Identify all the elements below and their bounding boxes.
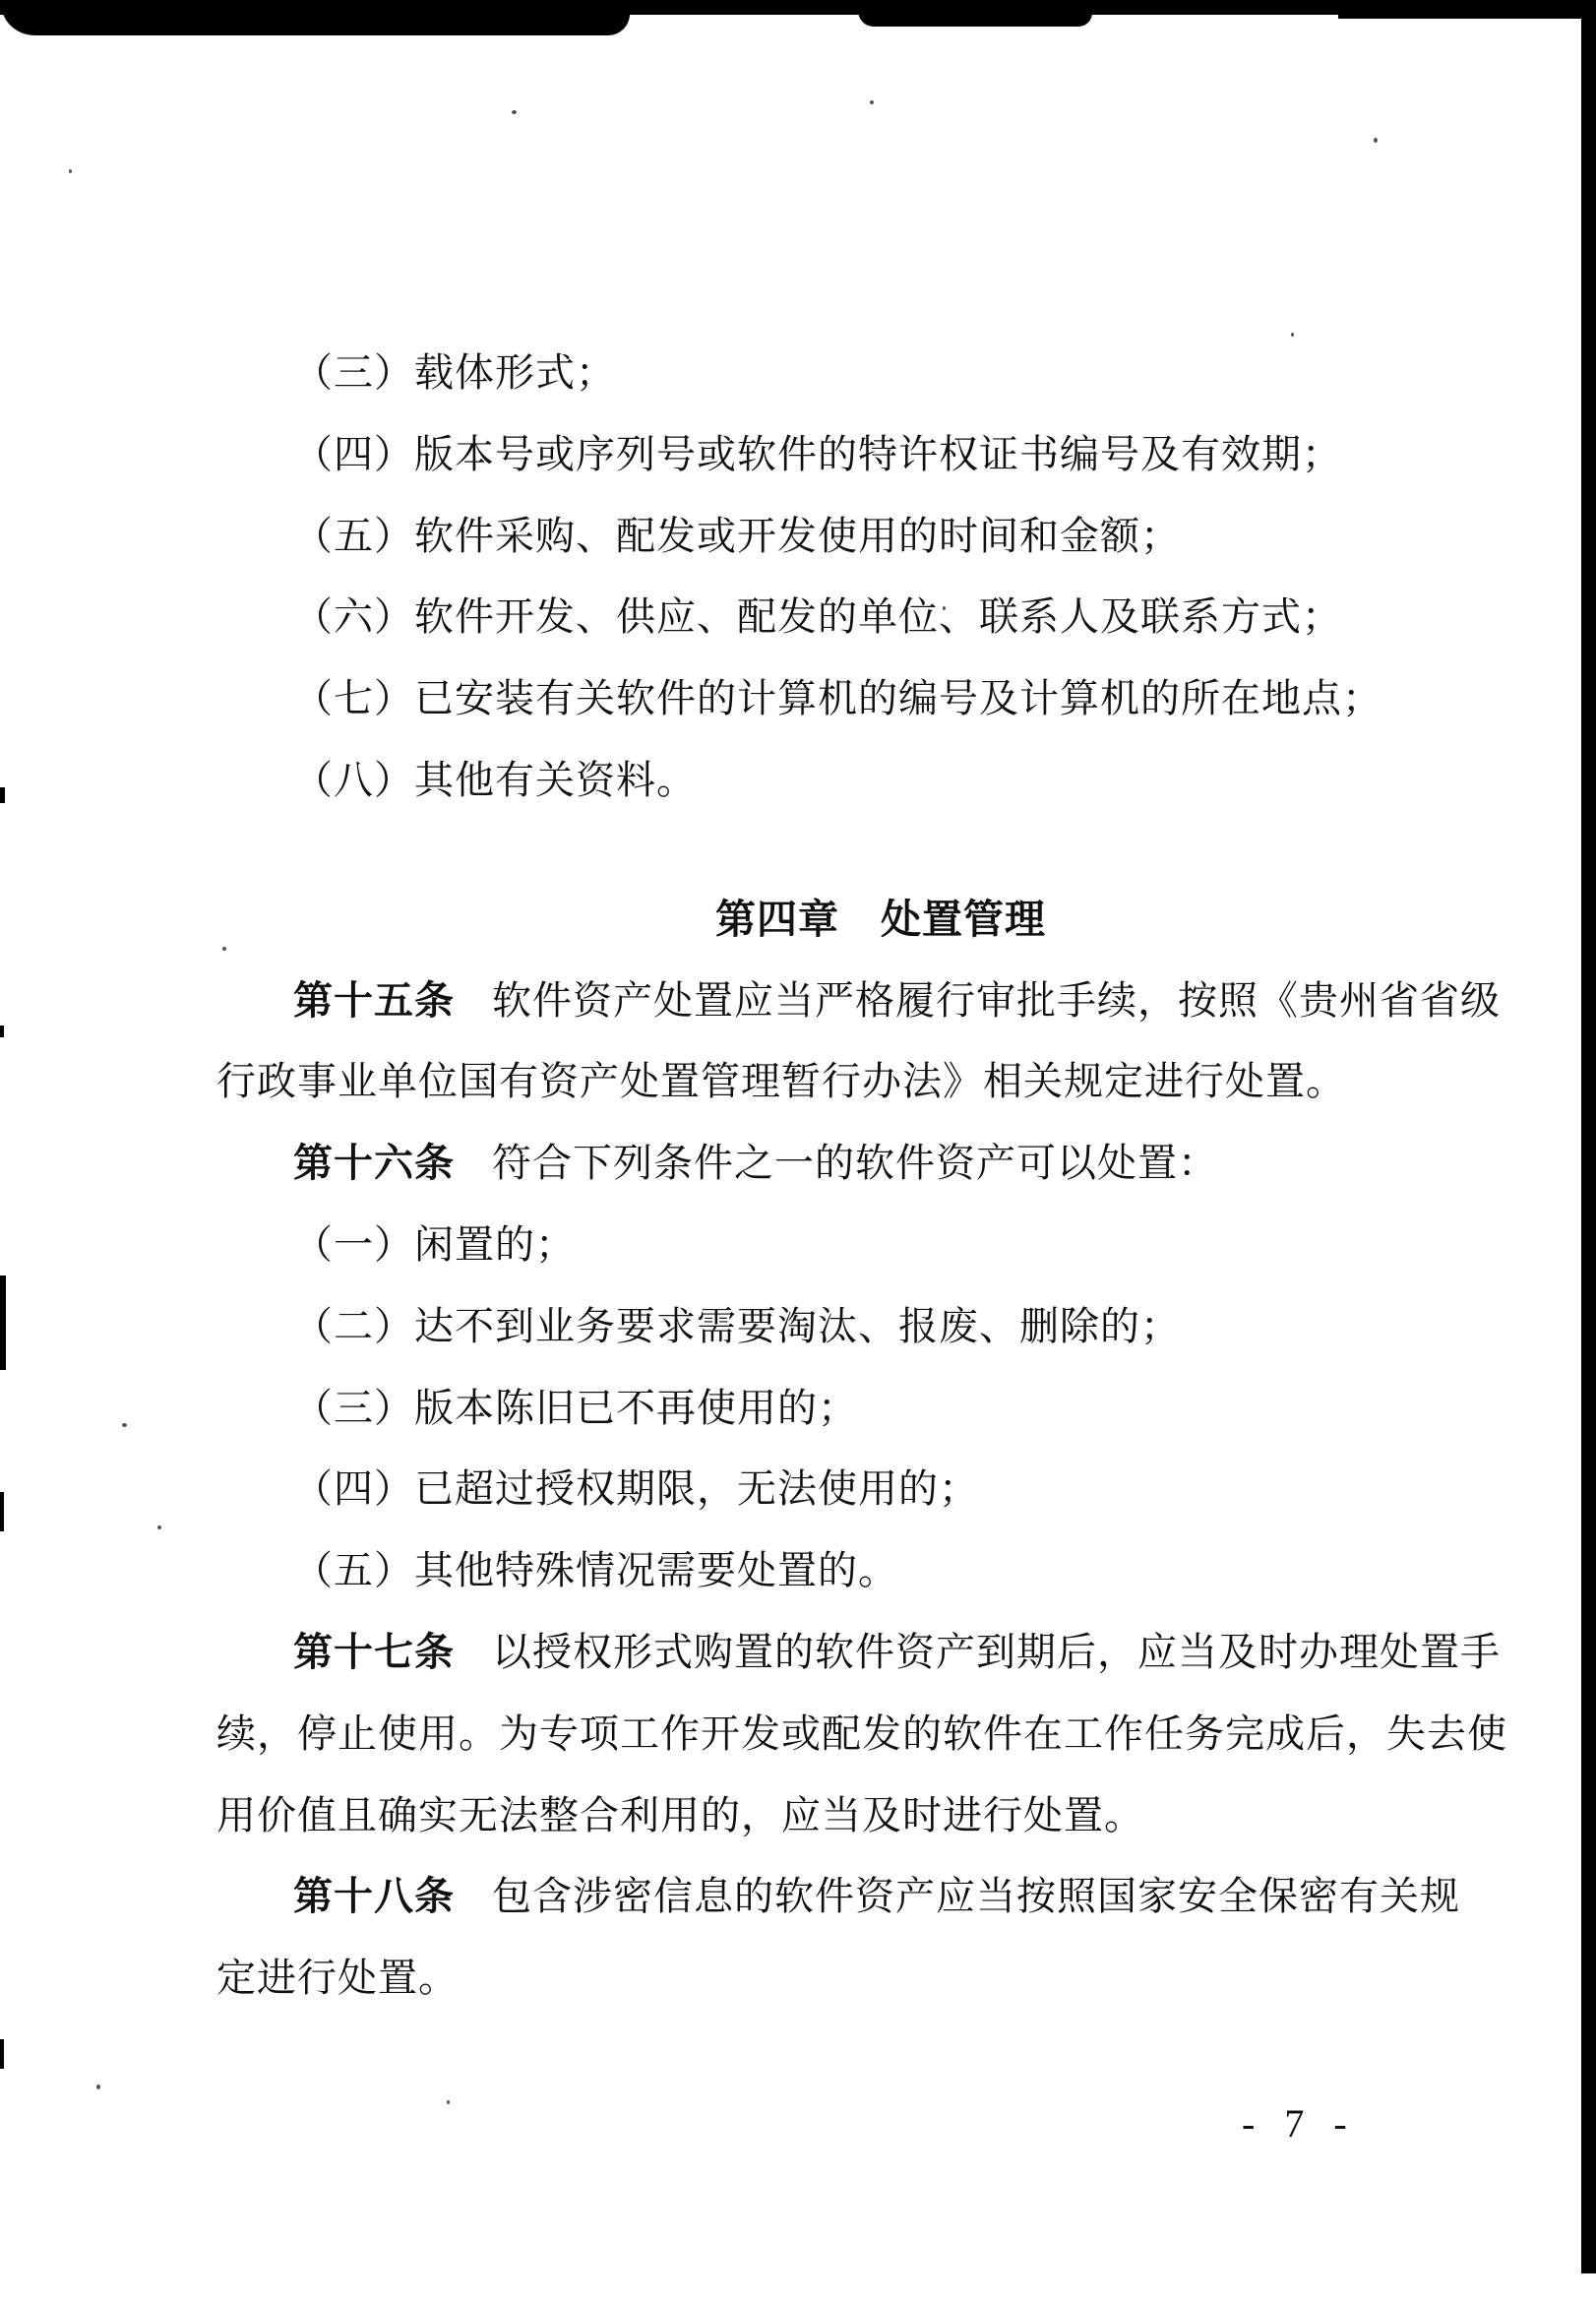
list-item-7: （七）已安装有关软件的计算机的编号及计算机的所在地点； bbox=[293, 676, 1382, 721]
scan-artifact-left-mark bbox=[0, 1026, 4, 1037]
scan-artifact-top-right-blob bbox=[1338, 0, 1596, 19]
article-15-number: 第十五条 bbox=[293, 977, 455, 1023]
article-18-line-1 bbox=[216, 1856, 1545, 1938]
list-item-3b: （三）版本陈旧已不再使用的； bbox=[293, 1385, 858, 1430]
scan-artifact-left-mark bbox=[0, 1492, 4, 1531]
list-item-4b: （四）已超过授权期限，无法使用的； bbox=[293, 1466, 979, 1512]
chapter-title: 处置管理 bbox=[881, 896, 1046, 942]
article-16-text: 符合下列条件之一的软件资产可以处置： bbox=[492, 1141, 1218, 1186]
list-item-6: （六）软件开发、供应、配发的单位、联系人及联系方式； bbox=[293, 594, 1342, 640]
scan-speck bbox=[447, 2100, 450, 2104]
scan-speck bbox=[96, 2084, 100, 2089]
scan-artifact-left-mark bbox=[0, 1275, 6, 1370]
article-17-number: 第十七条 bbox=[293, 1629, 455, 1674]
list-item-8: （八）其他有关资料。 bbox=[293, 757, 697, 802]
scan-speck bbox=[870, 100, 874, 104]
scan-speck bbox=[69, 169, 72, 173]
chapter-number: 第四章 bbox=[715, 896, 839, 942]
list-item-4: （四）版本号或序列号或软件的特许权证书编号及有效期； bbox=[293, 431, 1342, 476]
article-16-number: 第十六条 bbox=[293, 1141, 455, 1186]
chapter-heading bbox=[216, 879, 1545, 961]
article-17-line-1 bbox=[216, 1612, 1545, 1694]
scan-artifact-left-mark bbox=[0, 2039, 4, 2069]
scan-speck bbox=[122, 1423, 127, 1427]
article-15-text: 软件资产处置应当严格履行审批手续，按照《贵州省省级 bbox=[492, 977, 1501, 1023]
article-18-line-2: 定进行处置。 bbox=[216, 1956, 459, 2001]
scan-artifact-top-left-blob bbox=[0, 0, 631, 35]
scan-speck bbox=[157, 1525, 161, 1529]
article-17-line-3: 用价值且确实无法整合利用的，应当及时进行处置。 bbox=[216, 1792, 1144, 1837]
scan-artifact-left-mark bbox=[0, 787, 5, 803]
list-item-3: （三）载体形式； bbox=[293, 350, 616, 395]
scan-speck bbox=[1374, 138, 1378, 143]
document-body bbox=[216, 333, 1545, 2020]
list-item-1: （一）闲置的； bbox=[293, 1221, 576, 1267]
list-item-5: （五）软件采购、配发或开发使用的时间和金额； bbox=[293, 513, 1181, 558]
scan-artifact-right-bar bbox=[1581, 14, 1596, 2273]
article-15-line-1 bbox=[216, 961, 1545, 1042]
scan-artifact-top-mid-blob bbox=[858, 0, 1092, 27]
article-18-text: 包含涉密信息的软件资产应当按照国家安全保密有关规 bbox=[492, 1874, 1460, 1919]
page-number: - 7 - bbox=[1242, 2101, 1357, 2146]
article-15-line-2: 行政事业单位国有资产处置管理暂行办法》相关规定进行处置。 bbox=[216, 1059, 1346, 1104]
list-item-2: （二）达不到业务要求需要淘汰、报废、删除的； bbox=[293, 1303, 1181, 1348]
article-17-line-2: 续，停止使用。为专项工作开发或配发的软件在工作任务完成后，失去使 bbox=[216, 1711, 1507, 1756]
scan-speck bbox=[512, 110, 517, 114]
article-17-text: 以授权形式购置的软件资产到期后，应当及时办理处置手 bbox=[492, 1629, 1501, 1674]
article-16-line-1 bbox=[216, 1123, 1545, 1205]
article-18-number: 第十八条 bbox=[293, 1874, 455, 1919]
list-item-5b: （五）其他特殊情况需要处置的。 bbox=[293, 1548, 898, 1593]
